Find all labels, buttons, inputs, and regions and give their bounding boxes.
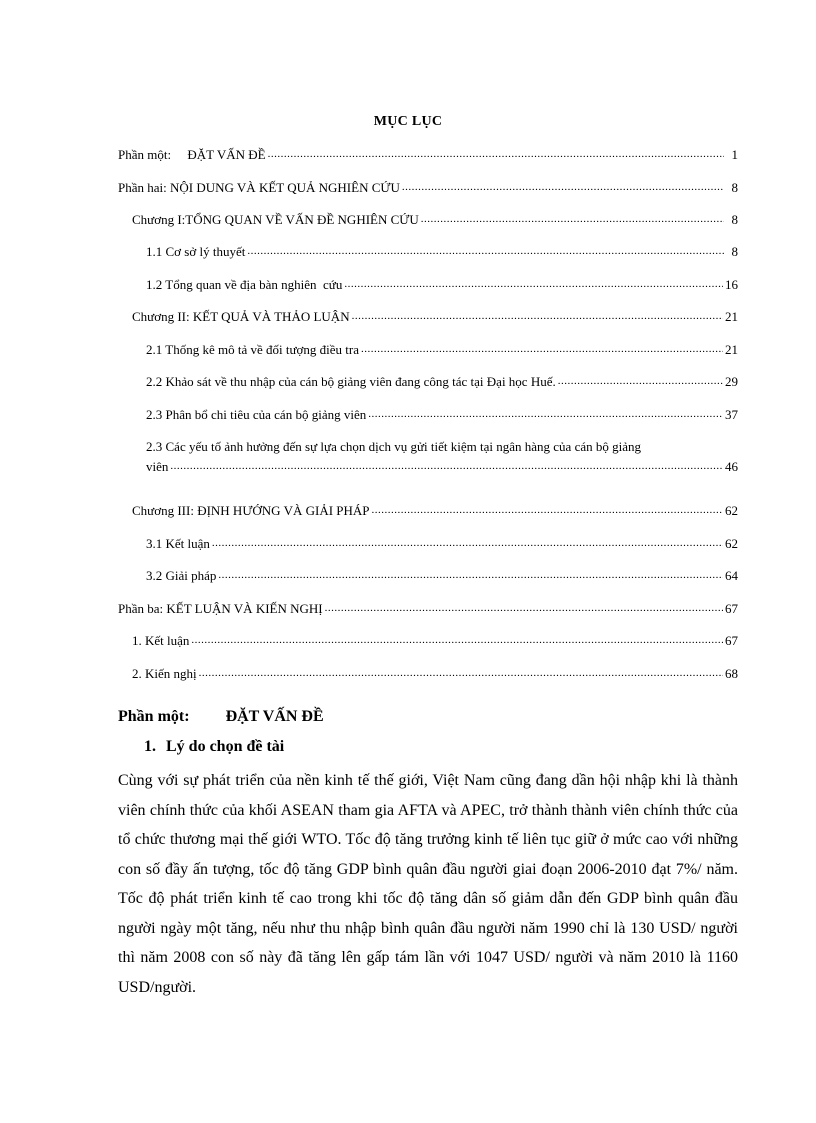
toc-entry-label: 2.3 Phân bổ chi tiêu của cán bộ giảng viên [146, 407, 367, 422]
toc-entry-label: Chương III: ĐỊNH HƯỚNG VÀ GIẢI PHÁP [132, 503, 370, 518]
subsection-title: Lý do chọn đề tài [166, 738, 285, 755]
toc-entry[interactable] [118, 632, 738, 649]
toc-entry-page: 21 [725, 342, 738, 357]
section-part-label: Phần một: [118, 708, 190, 725]
toc-entry-page: 68 [725, 666, 738, 681]
toc-entry[interactable] [118, 276, 738, 293]
toc-entry-page: 29 [725, 374, 738, 389]
toc-leader-dots [191, 632, 723, 649]
toc-entry-page: 21 [725, 309, 738, 324]
toc-entry[interactable] [118, 535, 738, 552]
body-paragraph: Cùng với sự phát triển của nền kinh tế thế giới, Việt Nam cũng đang dần hội nhập khi là thành viên chính thức của khối ASEAN tham gia AFTA và APEC, trở thành thành viên chính thức của tổ chức thương mại thế giới WTO. Tốc độ tăng trưởng kinh tế liên tục giữ ở mức cao với những con số đầy ấn tượng, tốc độ tăng GDP bình quân đầu người giai đoạn 2006-2010 đạt 7%/ năm. Tốc độ phát triển kinh tế cao trong khi tốc độ tăng dân số giảm dẫn đến GDP bình quân đầu người ngày một tăng, nếu như thu nhập bình quân đầu người năm 1990 chỉ là 130 USD/ người thì năm 2008 con số này đã tăng lên gấp tám lần với 1047 USD/ người và năm 2010 là 1160 USD/người. [118, 772, 738, 996]
toc-entry-label: 2.1 Thống kê mô tả về đối tượng điều tra [146, 342, 359, 357]
toc-entry-page: 8 [731, 180, 738, 195]
toc-entry-page: 8 [731, 212, 738, 227]
toc-entry[interactable] [118, 146, 738, 163]
toc-entry-page: 37 [725, 407, 738, 422]
toc-entry-label: Phần hai: NỘI DUNG VÀ KẾT QUẢ NGHIÊN CỨU [118, 180, 400, 195]
section-part-title: ĐẶT VẤN ĐỀ [225, 708, 324, 725]
toc-leader-dots [344, 276, 723, 293]
toc-entry-label: Phần ba: KẾT LUẬN VÀ KIẾN NGHỊ [118, 601, 323, 616]
toc-entry[interactable] [118, 406, 738, 423]
subsection-heading [144, 738, 284, 756]
toc-entry-page: 1 [731, 147, 738, 162]
toc-entry[interactable] [118, 567, 738, 584]
toc-entry[interactable] [118, 308, 738, 325]
toc-entry-label-line1: 2.3 Các yếu tố ảnh hưởng đến sự lựa chọn dịch vụ gửi tiết kiệm tại ngân hàng của cán bộ giảng [146, 439, 641, 454]
toc-leader-dots [352, 308, 723, 325]
toc-leader-dots [170, 458, 723, 475]
toc-entry-page: 46 [725, 459, 738, 474]
toc-leader-dots [372, 502, 723, 519]
toc-leader-dots [218, 567, 723, 584]
toc-entry-label: 1. Kết luận [132, 633, 190, 648]
toc-entry-label: 3.2 Giải pháp [146, 568, 217, 583]
toc-entry[interactable] [118, 243, 738, 260]
toc-entry-label: Chương II: KẾT QUẢ VÀ THẢO LUẬN [132, 309, 350, 324]
toc-entry-label: viên [146, 459, 169, 474]
toc-leader-dots [368, 406, 723, 423]
toc-entry-page: 62 [725, 536, 738, 551]
toc-leader-dots [199, 665, 723, 682]
toc-leader-dots [558, 373, 723, 390]
toc-entry[interactable] [118, 211, 738, 228]
toc-leader-dots [325, 600, 723, 617]
toc-entry[interactable] [118, 341, 738, 358]
toc-entry[interactable] [118, 179, 738, 196]
subsection-number: 1. [144, 738, 156, 755]
section-heading [118, 708, 324, 726]
toc-entry-label: Phần một: ĐẶT VẤN ĐỀ [118, 147, 266, 162]
toc-entry-page: 8 [731, 244, 738, 259]
toc-entry-page: 16 [725, 277, 738, 292]
toc-entry-page: 64 [725, 568, 738, 583]
toc-entry[interactable] [118, 665, 738, 682]
toc-entry-page: 67 [725, 633, 738, 648]
toc-entry [146, 458, 738, 475]
toc-leader-dots [421, 211, 724, 228]
toc-entry-label: 2. Kiến nghị [132, 666, 197, 681]
toc-leader-dots [247, 243, 724, 260]
toc-entry[interactable] [118, 502, 738, 519]
toc-title: MỤC LỤC [373, 114, 443, 129]
toc-entry-page: 67 [725, 601, 738, 616]
toc-leader-dots [268, 146, 724, 163]
toc-entry-page: 62 [725, 503, 738, 518]
toc-entry-label: 1.2 Tổng quan về địa bàn nghiên cứu [146, 277, 343, 292]
toc-leader-dots [402, 179, 724, 196]
toc-leader-dots [212, 535, 723, 552]
toc-leader-dots [361, 341, 723, 358]
toc-entry[interactable] [118, 373, 738, 390]
toc-entry-label: 1.1 Cơ sở lý thuyết [146, 244, 246, 259]
toc-entry-label: Chương I:TỔNG QUAN VỀ VẤN ĐỀ NGHIÊN CỨU [132, 212, 419, 227]
toc-entry-multiline[interactable] [146, 438, 738, 474]
toc-entry[interactable] [118, 600, 738, 617]
toc-entry-label: 3.1 Kết luận [146, 536, 210, 551]
toc-entry-label: 2.2 Khảo sát về thu nhập của cán bộ giảng viên đang công tác tại Đại học Huế. [146, 374, 556, 389]
